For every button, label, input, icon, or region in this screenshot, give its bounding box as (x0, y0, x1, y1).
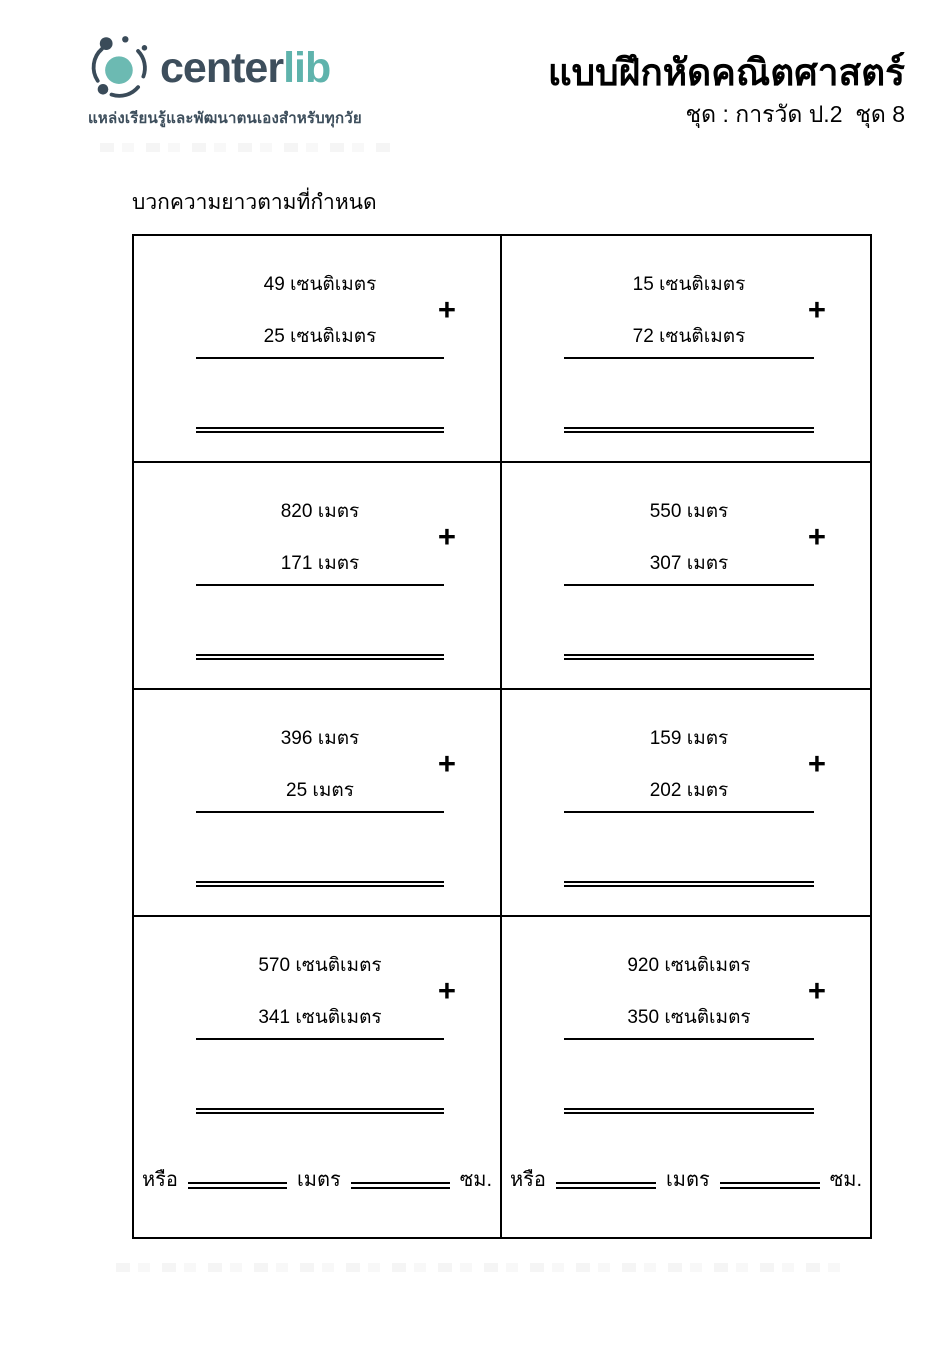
answer-line (564, 427, 814, 433)
operand-1: 550 เมตร (649, 501, 729, 522)
plus-icon: + (437, 973, 456, 1008)
instruction-text: บวกความยาวตามที่กำหนด (132, 191, 377, 214)
problem-cell (134, 690, 502, 917)
meters-blank-line (188, 1182, 287, 1189)
plus-icon: + (807, 292, 826, 327)
operand-2: 202 เมตร (564, 778, 814, 814)
answer-line (564, 654, 814, 660)
faint-watermark-line (100, 143, 390, 152)
operand-1: 49 เซนติเมตร (263, 274, 377, 295)
answer-line (196, 427, 444, 433)
plus-icon: + (437, 292, 456, 327)
meters-label: เมตร (665, 1169, 710, 1192)
title-block (548, 50, 905, 133)
logo-text-accent: lib (283, 43, 331, 92)
cm-blank-line (351, 1182, 450, 1189)
meters-blank-line (556, 1182, 656, 1189)
plus-icon: + (437, 519, 456, 554)
logo (86, 34, 362, 102)
answer-line (196, 881, 444, 887)
plus-icon: + (807, 519, 826, 554)
conversion-row (142, 1168, 492, 1192)
brand-block (86, 34, 362, 130)
operand-1: 570 เซนติเมตร (258, 955, 382, 976)
operand-2: 307 เมตร (564, 551, 814, 587)
cm-label: ซม. (829, 1169, 863, 1192)
answer-line (564, 1108, 814, 1114)
operand-1: 920 เซนติเมตร (627, 955, 751, 976)
problem-cell (502, 690, 870, 917)
problem-cell (502, 463, 870, 690)
conversion-row (510, 1168, 862, 1192)
operand-1: 820 เมตร (280, 501, 360, 522)
operand-1: 159 เมตร (649, 728, 729, 749)
operand-2: 341 เซนติเมตร (196, 1005, 444, 1041)
problem-cell (134, 917, 502, 1237)
meters-label: เมตร (296, 1169, 341, 1192)
operand-2: 171 เมตร (196, 551, 444, 587)
centerlib-logo-icon (86, 34, 154, 102)
or-label: หรือ (510, 1169, 546, 1192)
page-title: แบบฝึกหัดคณิตศาสตร์ (547, 52, 905, 93)
plus-icon: + (807, 746, 826, 781)
answer-line (564, 881, 814, 887)
page-subtitle: ชุด : การวัด ป.2 ชุด 8 (685, 101, 905, 128)
problem-cell (502, 917, 870, 1237)
or-label: หรือ (142, 1169, 178, 1192)
cm-label: ซม. (459, 1169, 493, 1192)
operand-2: 25 เมตร (196, 778, 444, 814)
cm-blank-line (720, 1182, 820, 1189)
logo-text-primary: center (160, 43, 284, 92)
plus-icon: + (807, 973, 826, 1008)
operand-1: 396 เมตร (280, 728, 360, 749)
problem-cell (134, 463, 502, 690)
logo-tagline: แหล่งเรียนรู้และพัฒนาตนเองสำหรับทุกวัย (88, 110, 362, 127)
answer-line (196, 1108, 444, 1114)
logo-wordmark (160, 43, 331, 92)
answer-line (196, 654, 444, 660)
operand-1: 15 เซนติเมตร (632, 274, 746, 295)
operand-2: 72 เซนติเมตร (564, 324, 814, 360)
operand-2: 350 เซนติเมตร (564, 1005, 814, 1041)
problem-cell (134, 236, 502, 463)
problems-grid (132, 234, 872, 1239)
operand-2: 25 เซนติเมตร (196, 324, 444, 360)
problem-cell (502, 236, 870, 463)
footer-watermark-line (116, 1263, 840, 1272)
plus-icon: + (437, 746, 456, 781)
